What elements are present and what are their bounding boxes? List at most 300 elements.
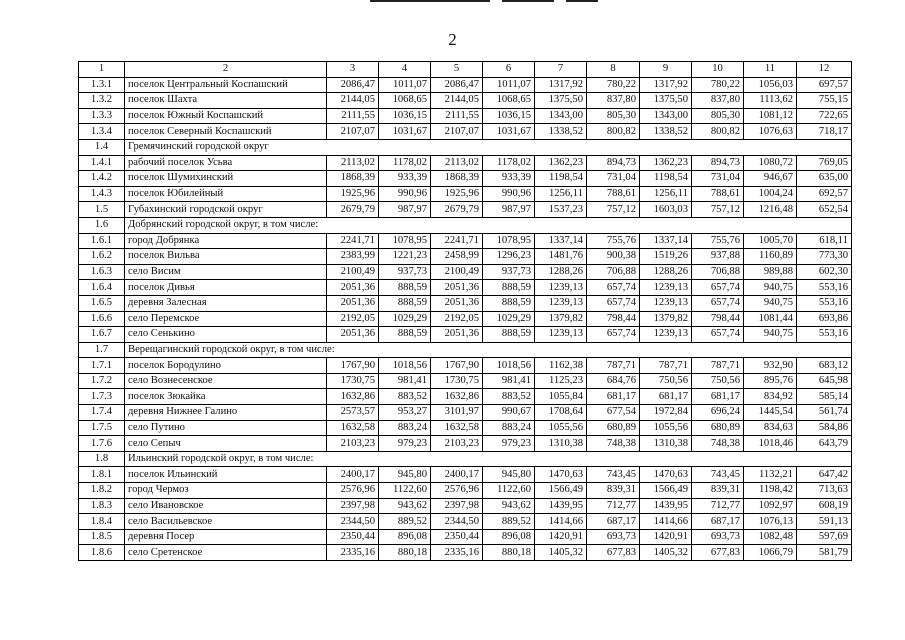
row-name: Верещагинский городской округ, в том числе: [125, 342, 852, 358]
table-row [79, 498, 852, 514]
table-row [79, 405, 852, 421]
header-cell: 12 [797, 62, 852, 78]
value-cell: 1082,48 [744, 529, 797, 545]
value-cell: 602,30 [797, 264, 852, 280]
value-cell: 888,59 [483, 327, 535, 343]
section-row [79, 217, 852, 233]
value-cell: 677,83 [587, 545, 640, 561]
row-name: Добрянский городской округ, в том числе: [125, 217, 852, 233]
value-cell: 2113,02 [431, 155, 483, 171]
value-cell: 788,61 [692, 186, 744, 202]
value-cell: 834,63 [744, 420, 797, 436]
value-cell: 657,74 [587, 327, 640, 343]
value-cell: 1068,65 [379, 93, 431, 109]
value-cell: 888,59 [379, 280, 431, 296]
value-cell: 940,75 [744, 280, 797, 296]
value-cell: 1537,23 [535, 202, 587, 218]
value-cell: 1338,52 [535, 124, 587, 140]
row-code: 1.7.5 [79, 420, 125, 436]
row-name: село Ивановское [125, 498, 327, 514]
value-cell: 1317,92 [640, 77, 692, 93]
row-code: 1.7 [79, 342, 125, 358]
value-cell: 657,74 [692, 280, 744, 296]
value-cell: 2103,23 [327, 436, 379, 452]
row-code: 1.4 [79, 139, 125, 155]
value-cell: 1362,23 [535, 155, 587, 171]
value-cell: 645,98 [797, 373, 852, 389]
value-cell: 1036,15 [379, 108, 431, 124]
value-cell: 990,96 [483, 186, 535, 202]
value-cell: 1198,42 [744, 483, 797, 499]
table-header-row [79, 62, 852, 78]
value-cell: 687,17 [692, 514, 744, 530]
value-cell: 1125,23 [535, 373, 587, 389]
value-cell: 2241,71 [431, 233, 483, 249]
value-cell: 981,41 [483, 373, 535, 389]
value-cell: 2397,98 [327, 498, 379, 514]
table-row [79, 264, 852, 280]
row-name: поселок Зюкайка [125, 389, 327, 405]
value-cell: 743,45 [587, 467, 640, 483]
value-cell: 1132,21 [744, 467, 797, 483]
value-cell: 1178,02 [483, 155, 535, 171]
value-cell: 2107,07 [327, 124, 379, 140]
value-cell: 722,65 [797, 108, 852, 124]
table-body [79, 62, 852, 561]
value-cell: 561,74 [797, 405, 852, 421]
value-cell: 2458,99 [431, 249, 483, 265]
value-cell: 894,73 [587, 155, 640, 171]
value-cell: 1481,76 [535, 249, 587, 265]
value-cell: 1239,13 [535, 295, 587, 311]
value-cell: 900,38 [587, 249, 640, 265]
row-name: село Сретенское [125, 545, 327, 561]
header-cell: 11 [744, 62, 797, 78]
row-name: село Путино [125, 420, 327, 436]
value-cell: 657,74 [692, 295, 744, 311]
value-cell: 780,22 [587, 77, 640, 93]
value-cell: 1092,97 [744, 498, 797, 514]
value-cell: 2192,05 [327, 311, 379, 327]
value-cell: 883,24 [379, 420, 431, 436]
value-cell: 839,31 [692, 483, 744, 499]
value-cell: 1420,91 [640, 529, 692, 545]
row-name: деревня Залесная [125, 295, 327, 311]
value-cell: 1972,84 [640, 405, 692, 421]
value-cell: 894,73 [692, 155, 744, 171]
section-row [79, 139, 852, 155]
row-code: 1.3.1 [79, 77, 125, 93]
value-cell: 895,76 [744, 373, 797, 389]
value-cell: 1113,62 [744, 93, 797, 109]
value-cell: 755,76 [587, 233, 640, 249]
value-cell: 2679,79 [431, 202, 483, 218]
value-cell: 1868,39 [431, 171, 483, 187]
value-cell: 1198,54 [535, 171, 587, 187]
value-cell: 883,52 [379, 389, 431, 405]
value-cell: 584,86 [797, 420, 852, 436]
value-cell: 757,12 [587, 202, 640, 218]
value-cell: 1239,13 [640, 327, 692, 343]
value-cell: 1868,39 [327, 171, 379, 187]
row-name: деревня Посер [125, 529, 327, 545]
header-cell: 1 [79, 62, 125, 78]
value-cell: 1708,64 [535, 405, 587, 421]
row-name: поселок Шумихинский [125, 171, 327, 187]
table-row [79, 295, 852, 311]
table-row [79, 186, 852, 202]
value-cell: 2241,71 [327, 233, 379, 249]
header-cell: 4 [379, 62, 431, 78]
value-cell: 1730,75 [327, 373, 379, 389]
value-cell: 880,18 [483, 545, 535, 561]
value-cell: 1603,03 [640, 202, 692, 218]
row-name: село Васильевское [125, 514, 327, 530]
value-cell: 1470,63 [640, 467, 692, 483]
row-code: 1.8.5 [79, 529, 125, 545]
row-name: город Чермоз [125, 483, 327, 499]
row-name: село Висим [125, 264, 327, 280]
value-cell: 696,24 [692, 405, 744, 421]
top-rule-left [370, 0, 490, 2]
row-name: поселок Дивья [125, 280, 327, 296]
header-cell: 5 [431, 62, 483, 78]
row-name: Ильинский городской округ, в том числе: [125, 451, 852, 467]
value-cell: 1068,65 [483, 93, 535, 109]
value-cell: 1439,95 [640, 498, 692, 514]
row-code: 1.8.4 [79, 514, 125, 530]
value-cell: 643,79 [797, 436, 852, 452]
value-cell: 585,14 [797, 389, 852, 405]
value-cell: 1239,13 [535, 327, 587, 343]
value-cell: 1078,95 [379, 233, 431, 249]
value-cell: 718,17 [797, 124, 852, 140]
value-cell: 755,76 [692, 233, 744, 249]
value-cell: 2400,17 [431, 467, 483, 483]
value-cell: 1005,70 [744, 233, 797, 249]
value-cell: 1078,95 [483, 233, 535, 249]
value-cell: 1029,29 [379, 311, 431, 327]
table-row [79, 389, 852, 405]
value-cell: 2383,99 [327, 249, 379, 265]
value-cell: 1767,90 [431, 358, 483, 374]
value-cell: 1519,26 [640, 249, 692, 265]
row-name: поселок Южный Коспашский [125, 108, 327, 124]
row-name: село Сенькино [125, 327, 327, 343]
value-cell: 2051,36 [327, 295, 379, 311]
value-cell: 1566,49 [640, 483, 692, 499]
row-name: село Вознесенское [125, 373, 327, 389]
value-cell: 591,13 [797, 514, 852, 530]
value-cell: 1055,84 [535, 389, 587, 405]
value-cell: 1256,11 [640, 186, 692, 202]
value-cell: 1055,56 [640, 420, 692, 436]
row-code: 1.4.1 [79, 155, 125, 171]
value-cell: 693,86 [797, 311, 852, 327]
value-cell: 1221,23 [379, 249, 431, 265]
value-cell: 712,77 [587, 498, 640, 514]
value-cell: 1632,58 [327, 420, 379, 436]
value-cell: 687,17 [587, 514, 640, 530]
page-number: 2 [448, 30, 457, 49]
row-name: поселок Центральный Коспашский [125, 77, 327, 93]
value-cell: 2400,17 [327, 467, 379, 483]
value-cell: 684,76 [587, 373, 640, 389]
value-cell: 888,59 [483, 280, 535, 296]
value-cell: 1439,95 [535, 498, 587, 514]
value-cell: 1011,07 [379, 77, 431, 93]
value-cell: 1632,58 [431, 420, 483, 436]
value-cell: 657,74 [587, 295, 640, 311]
row-code: 1.8.1 [79, 467, 125, 483]
table-row [79, 77, 852, 93]
value-cell: 2100,49 [327, 264, 379, 280]
value-cell: 1566,49 [535, 483, 587, 499]
value-cell: 1362,23 [640, 155, 692, 171]
row-name: поселок Вильва [125, 249, 327, 265]
value-cell: 1081,12 [744, 108, 797, 124]
row-code: 1.4.3 [79, 186, 125, 202]
value-cell: 697,57 [797, 77, 852, 93]
row-code: 1.6.3 [79, 264, 125, 280]
value-cell: 750,56 [692, 373, 744, 389]
value-cell: 787,71 [587, 358, 640, 374]
value-cell: 1767,90 [327, 358, 379, 374]
value-cell: 706,88 [587, 264, 640, 280]
value-cell: 1004,24 [744, 186, 797, 202]
value-cell: 635,00 [797, 171, 852, 187]
row-code: 1.7.6 [79, 436, 125, 452]
value-cell: 748,38 [692, 436, 744, 452]
table-row [79, 280, 852, 296]
value-cell: 2350,44 [327, 529, 379, 545]
value-cell: 837,80 [692, 93, 744, 109]
row-name: рабочий поселок Усьва [125, 155, 327, 171]
value-cell: 618,11 [797, 233, 852, 249]
value-cell: 1414,66 [640, 514, 692, 530]
value-cell: 2107,07 [431, 124, 483, 140]
value-cell: 1239,13 [535, 280, 587, 296]
row-name: село Перемское [125, 311, 327, 327]
row-name: деревня Нижнее Галино [125, 405, 327, 421]
value-cell: 1239,13 [640, 295, 692, 311]
value-cell: 896,08 [379, 529, 431, 545]
value-cell: 1198,54 [640, 171, 692, 187]
value-cell: 1405,32 [535, 545, 587, 561]
row-code: 1.3.2 [79, 93, 125, 109]
value-cell: 2679,79 [327, 202, 379, 218]
value-cell: 1445,54 [744, 405, 797, 421]
value-cell: 888,59 [379, 295, 431, 311]
value-cell: 1317,92 [535, 77, 587, 93]
value-cell: 1632,86 [327, 389, 379, 405]
value-cell: 2111,55 [431, 108, 483, 124]
value-cell: 798,44 [587, 311, 640, 327]
row-name: поселок Ильинский [125, 467, 327, 483]
value-cell: 647,42 [797, 467, 852, 483]
value-cell: 652,54 [797, 202, 852, 218]
value-cell: 2576,96 [327, 483, 379, 499]
value-cell: 755,15 [797, 93, 852, 109]
value-cell: 889,52 [379, 514, 431, 530]
value-cell: 2100,49 [431, 264, 483, 280]
value-cell: 943,62 [379, 498, 431, 514]
table-row [79, 108, 852, 124]
value-cell: 1018,56 [379, 358, 431, 374]
row-code: 1.6.4 [79, 280, 125, 296]
row-code: 1.8.6 [79, 545, 125, 561]
value-cell: 731,04 [587, 171, 640, 187]
row-code: 1.3.4 [79, 124, 125, 140]
table-row [79, 249, 852, 265]
row-code: 1.6.1 [79, 233, 125, 249]
value-cell: 1160,89 [744, 249, 797, 265]
value-cell: 1337,14 [535, 233, 587, 249]
value-cell: 1239,13 [640, 280, 692, 296]
row-code: 1.6.2 [79, 249, 125, 265]
table-row [79, 529, 852, 545]
value-cell: 945,80 [483, 467, 535, 483]
value-cell: 1343,00 [640, 108, 692, 124]
value-cell: 657,74 [692, 327, 744, 343]
value-cell: 693,73 [692, 529, 744, 545]
value-cell: 953,27 [379, 405, 431, 421]
value-cell: 937,88 [692, 249, 744, 265]
value-cell: 1256,11 [535, 186, 587, 202]
value-cell: 2576,96 [431, 483, 483, 499]
value-cell: 1470,63 [535, 467, 587, 483]
value-cell: 1925,96 [327, 186, 379, 202]
value-cell: 940,75 [744, 327, 797, 343]
value-cell: 896,08 [483, 529, 535, 545]
header-cell: 9 [640, 62, 692, 78]
value-cell: 2573,57 [327, 405, 379, 421]
value-cell: 2086,47 [327, 77, 379, 93]
table-row [79, 233, 852, 249]
value-cell: 834,92 [744, 389, 797, 405]
value-cell: 553,16 [797, 280, 852, 296]
value-cell: 2113,02 [327, 155, 379, 171]
value-cell: 2086,47 [431, 77, 483, 93]
value-cell: 2344,50 [431, 514, 483, 530]
value-cell: 3101,97 [431, 405, 483, 421]
table-row [79, 155, 852, 171]
table-row [79, 358, 852, 374]
row-code: 1.7.1 [79, 358, 125, 374]
value-cell: 1178,02 [379, 155, 431, 171]
value-cell: 780,22 [692, 77, 744, 93]
value-cell: 1031,67 [379, 124, 431, 140]
value-cell: 677,83 [692, 545, 744, 561]
value-cell: 990,96 [379, 186, 431, 202]
value-cell: 2344,50 [327, 514, 379, 530]
value-cell: 933,39 [483, 171, 535, 187]
value-cell: 987,97 [483, 202, 535, 218]
value-cell: 681,17 [640, 389, 692, 405]
row-name: поселок Юбилейный [125, 186, 327, 202]
row-code: 1.8 [79, 451, 125, 467]
value-cell: 940,75 [744, 295, 797, 311]
table-row [79, 545, 852, 561]
table-row [79, 202, 852, 218]
value-cell: 597,69 [797, 529, 852, 545]
section-row [79, 342, 852, 358]
value-cell: 769,05 [797, 155, 852, 171]
value-cell: 1375,50 [640, 93, 692, 109]
value-cell: 787,71 [640, 358, 692, 374]
row-name: село Сепыч [125, 436, 327, 452]
value-cell: 1122,60 [379, 483, 431, 499]
row-code: 1.8.3 [79, 498, 125, 514]
value-cell: 933,39 [379, 171, 431, 187]
row-code: 1.5 [79, 202, 125, 218]
value-cell: 888,59 [379, 327, 431, 343]
top-rule-middle [502, 0, 554, 2]
value-cell: 839,31 [587, 483, 640, 499]
value-cell: 1162,38 [535, 358, 587, 374]
value-cell: 1076,63 [744, 124, 797, 140]
section-row [79, 451, 852, 467]
value-cell: 1122,60 [483, 483, 535, 499]
value-cell: 990,67 [483, 405, 535, 421]
value-cell: 2335,16 [431, 545, 483, 561]
value-cell: 889,52 [483, 514, 535, 530]
value-cell: 800,82 [692, 124, 744, 140]
value-cell: 1925,96 [431, 186, 483, 202]
value-cell: 1018,56 [483, 358, 535, 374]
value-cell: 888,59 [483, 295, 535, 311]
value-cell: 1055,56 [535, 420, 587, 436]
value-cell: 657,74 [587, 280, 640, 296]
header-cell: 8 [587, 62, 640, 78]
value-cell: 932,90 [744, 358, 797, 374]
value-cell: 945,80 [379, 467, 431, 483]
value-cell: 1379,82 [640, 311, 692, 327]
value-cell: 693,73 [587, 529, 640, 545]
value-cell: 1011,07 [483, 77, 535, 93]
table-row [79, 327, 852, 343]
value-cell: 946,67 [744, 171, 797, 187]
value-cell: 1216,48 [744, 202, 797, 218]
value-cell: 1031,67 [483, 124, 535, 140]
value-cell: 2335,16 [327, 545, 379, 561]
row-name: поселок Бородулино [125, 358, 327, 374]
header-cell: 3 [327, 62, 379, 78]
value-cell: 805,30 [692, 108, 744, 124]
row-code: 1.3.3 [79, 108, 125, 124]
value-cell: 1375,50 [535, 93, 587, 109]
value-cell: 1343,00 [535, 108, 587, 124]
value-cell: 1405,32 [640, 545, 692, 561]
value-cell: 748,38 [587, 436, 640, 452]
header-cell: 2 [125, 62, 327, 78]
row-code: 1.8.2 [79, 483, 125, 499]
value-cell: 680,89 [587, 420, 640, 436]
value-cell: 805,30 [587, 108, 640, 124]
value-cell: 979,23 [379, 436, 431, 452]
value-cell: 712,77 [692, 498, 744, 514]
value-cell: 692,57 [797, 186, 852, 202]
value-cell: 883,24 [483, 420, 535, 436]
value-cell: 2051,36 [431, 280, 483, 296]
value-cell: 1080,72 [744, 155, 797, 171]
row-code: 1.6.6 [79, 311, 125, 327]
value-cell: 2051,36 [431, 327, 483, 343]
value-cell: 2144,05 [327, 93, 379, 109]
value-cell: 773,30 [797, 249, 852, 265]
table-row [79, 124, 852, 140]
header-cell: 10 [692, 62, 744, 78]
